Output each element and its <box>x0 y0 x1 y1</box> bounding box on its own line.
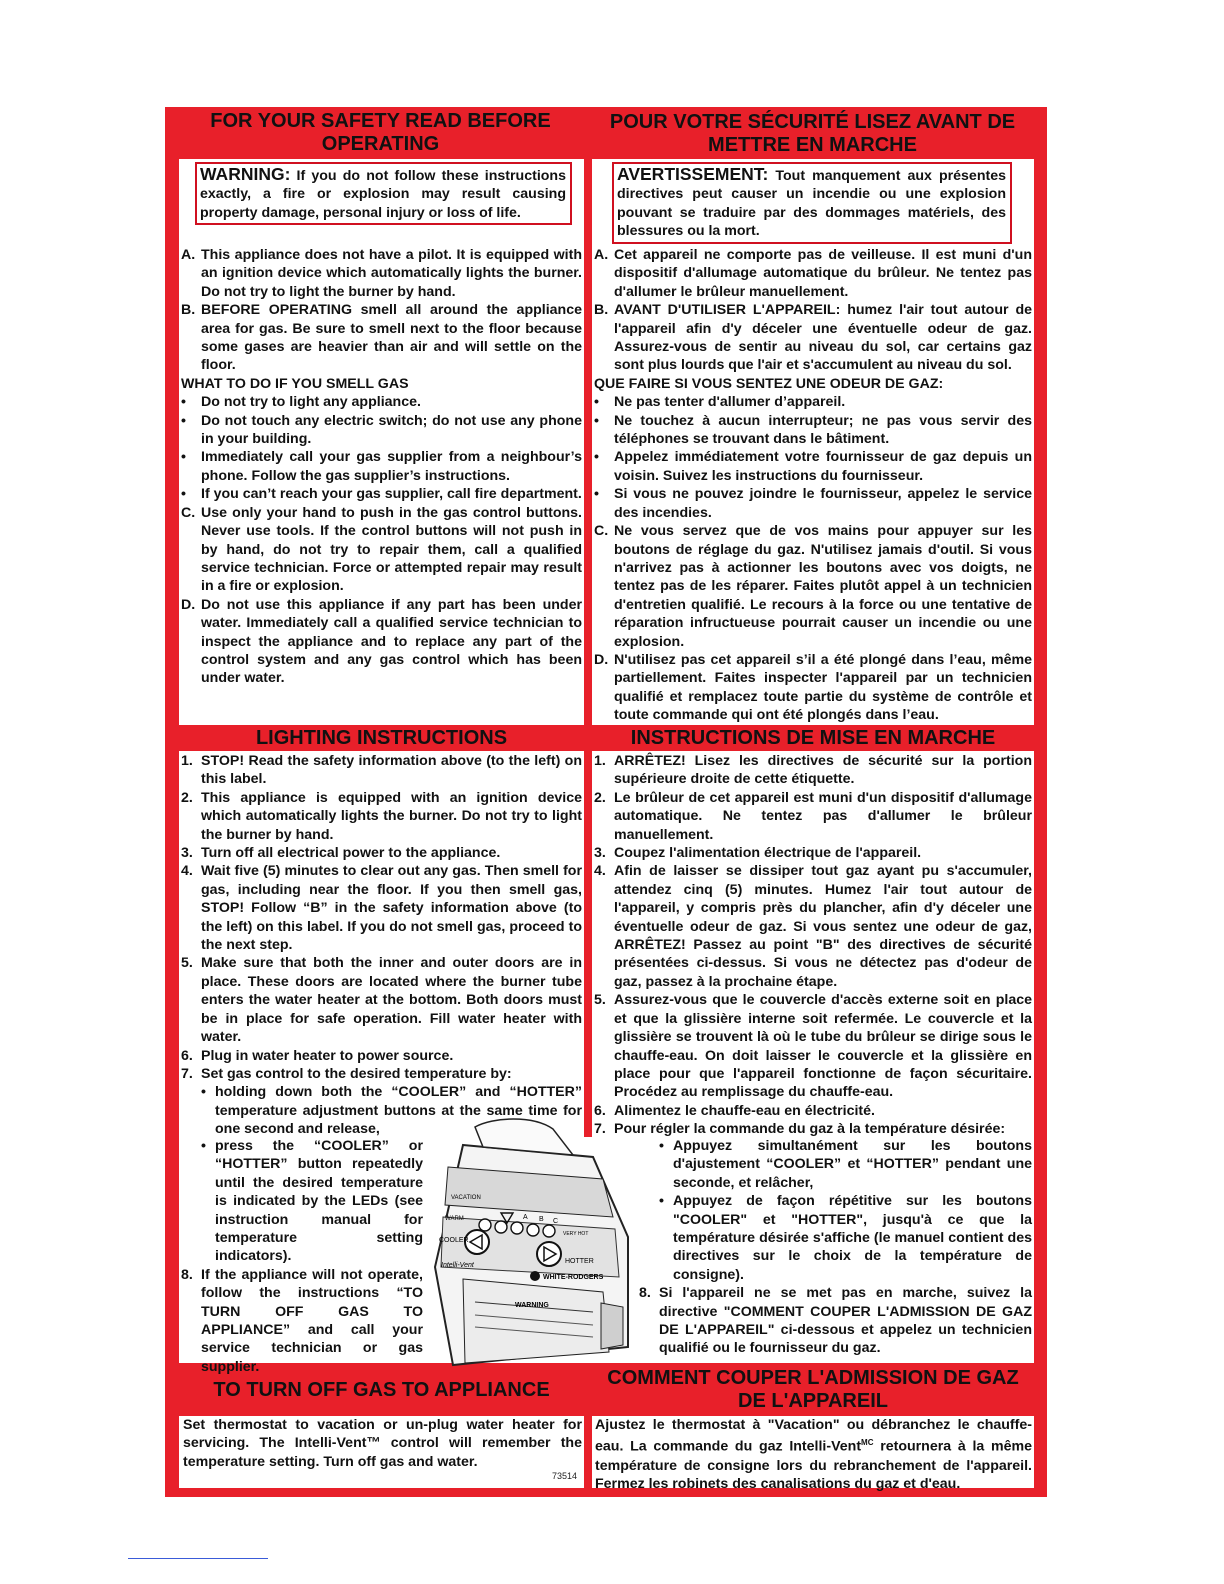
en-step-7b: • press the “COOLER” or “HOTTER” button repeatedly until the desired temperature is indicated by the LEDs (see instruction manual for temperature setting indicators). <box>201 1138 423 1265</box>
device-a-label: A <box>523 1214 528 1221</box>
fr-safety-b: B. AVANT D'UTILISER L'APPAREIL: humez l'air tout autour de l'appareil afin d'y déceler une éventuelle odeur de gaz. Assurez-vous de sentir au niveau du sol, car certains gaz sont plus lourds que l'air et s'accumulent au niveau du sol. <box>594 302 1032 374</box>
fr-safety-title: POUR VOTRE SÉCURITÉ LISEZ AVANT DE METTRE EN MARCHE <box>609 111 1016 156</box>
en-step-8: 8. If the appliance will not operate, follow the instructions “TO TURN OFF GAS TO APPLIANCE” and call your service technician or gas supplier. <box>181 1266 423 1375</box>
fr-warning-box <box>612 162 1012 244</box>
fr-turnoff-title: COMMENT COUPER L'ADMISSION DE GAZ DE L'APPAREIL <box>607 1367 1019 1412</box>
fr-lighting-title: INSTRUCTIONS DE MISE EN MARCHE <box>630 727 996 749</box>
en-bullet: • Do not touch any electric switch; do not use any phone in your building. <box>181 412 582 448</box>
fr-step-7b: • Appuyez de façon répétitive sur les boutons "COOLER" et "HOTTER", jusqu'à ce que la température désirée s'affiche (le manuel contient des directives sur le choix de la température de consigne). <box>659 1193 1032 1283</box>
fr-step-2: 2. Le brûleur de cet appareil est muni d'un dispositif d'allumage automatique. Ne tentez pas d'allumer le brûleur manuellement. <box>594 789 1032 843</box>
fr-what-to-do: QUE FAIRE SI VOUS SENTEZ UNE ODEUR DE GAZ: <box>594 375 944 392</box>
en-lighting-narrow <box>179 1137 423 1376</box>
fr-warning-text: Tout manquement aux présentes directives peut causer un incendie ou une explosion pouvant se traduire par des dommages matériels, des blessures ou la mort. <box>617 168 1006 240</box>
fr-step-7: 7. Pour régler la commande du gaz à la température désirée: <box>594 1121 1006 1138</box>
en-warning-lead: WARNING: <box>200 164 291 184</box>
device-very-hot-label: VERY HOT <box>563 1231 589 1237</box>
fr-bullet: • Ne touchez à aucun interrupteur; ne pas vous servir des téléphones se trouvant dans le bâtiment. <box>594 412 1032 448</box>
en-turnoff-body <box>181 1416 582 1471</box>
en-step-6: 6. Plug in water heater to power source. <box>181 1047 454 1064</box>
en-lighting-title: LIGHTING INSTRUCTIONS <box>255 727 508 749</box>
en-step-7: 7. Set gas control to the desired temperature by: <box>181 1065 512 1082</box>
en-warning-box <box>195 162 572 225</box>
en-step-5: 5. Make sure that both the inner and outer doors are in place. These doors are located where the burner tube enters the water heater at the bottom. Both doors must be in place for safe operation. Fill water heater with water. <box>181 955 582 1046</box>
fr-lighting-body <box>592 752 1032 1139</box>
fr-safety-body <box>592 246 1032 725</box>
en-safety-body <box>179 246 582 688</box>
device-vacation-label: VACATION <box>451 1195 481 1201</box>
en-step-7a: • holding down both the “COOLER” and “HOTTER” temperature adjustment buttons at the same time for one second and release, <box>201 1084 582 1138</box>
en-safety-b: B. BEFORE OPERATING smell all around the appliance area for gas. Be sure to smell next to the floor because some gases are heavier than air and will settle on the floor. <box>181 302 582 374</box>
device-brand-label: Intelli-Vent <box>441 1262 474 1269</box>
device-warning-label: WARNING <box>515 1302 549 1309</box>
fr-safety-d: D. N'utilisez pas cet appareil s’il a été plongé dans l’eau, même partiellement. Faites inspecter l'appareil par un technicien qualifié et remplacez toute partie du système de contrôle et toute commande qui ont été plongés dans l’eau. <box>594 651 1032 724</box>
en-bullet: • If you can’t reach your gas supplier, call fire department. <box>181 486 582 503</box>
en-safety-title: FOR YOUR SAFETY READ BEFORE OPERATING <box>210 110 551 155</box>
fr-step-6: 6. Alimentez le chauffe-eau en électricité. <box>594 1102 875 1119</box>
device-hotter-label: HOTTER <box>565 1258 594 1265</box>
en-warning-text: If you do not follow these instructions exactly, a fire or explosion may result causing property damage, personal injury or loss of life. <box>200 168 566 221</box>
fr-step-4: 4. Afin de laisser se dissiper tout gaz ayant pu s'accumuler, attendez cinq (5) minutes. Humez l'air tout autour de l'appareil, y compris près du plancher, afin d'y déceler une éventuelle odeur de gaz. Si vous sentez une odeur de gaz, ARRÊTEZ! Passez au point "B" des directives de sécurité présentées ci-dessus. Si vous ne détectez pas d'odeur de gaz, passez à la prochaine étape. <box>594 863 1032 990</box>
en-turnoff-text: Set thermostat to vacation or un-plug water heater for servicing. The Intelli-Vent™ control will remember the temperature setting. Turn off gas and water. <box>183 1417 582 1470</box>
fr-bullet: • Si vous ne pouvez joindre le fournisseur, appelez le service des incendies. <box>594 486 1032 521</box>
fr-bullet: • Ne pas tenter d'allumer d’appareil. <box>594 394 846 411</box>
device-b-label: B <box>539 1216 544 1223</box>
fr-bullet: • Appelez immédiatement votre fournisseur de gaz depuis un voisin. Suivez les instructions du fournisseur. <box>594 449 1032 484</box>
fr-safety-c: C. Ne vous servez que de vos mains pour appuyer sur les boutons de réglage du gaz. N'utilisez jamais d'outil. Si vous n'arrivez pas à actionner les boutons avec vos doigts, ne tentez pas de les réparer. Faites plutôt appel à un technicien d'entretien qualifié. Le recours à la force ou une tentative de réparation infructueuse pourrait causer un incendie ou une explosion. <box>594 523 1032 650</box>
fr-turnoff-body <box>593 1416 1032 1493</box>
en-step-3: 3. Turn off all electrical power to the appliance. <box>181 845 501 862</box>
en-step-2: 2. This appliance is equipped with an ignition device which automatically lights the burner. Do not try to light the burner by hand. <box>181 789 582 843</box>
control-device-illustration <box>423 1117 635 1367</box>
safety-label <box>165 107 1047 1497</box>
en-turnoff-title: TO TURN OFF GAS TO APPLIANCE <box>213 1379 550 1401</box>
fr-warning-lead: AVERTISSEMENT: <box>617 164 769 184</box>
en-step-1: 1. STOP! Read the safety information above (to the left) on this label. <box>181 753 582 788</box>
device-warm-label: WARM <box>445 1216 464 1222</box>
fr-turnoff-text: Ajustez le thermostat à "Vacation" ou débranchez le chauffe-eau. La commande du gaz Intelli-Vent$^{MC}$ retournera à la même température de consigne lors du rebranchement de l'appareil. Fermez les robinets des canalisations du gaz et d'eau. <box>595 1417 1032 1492</box>
en-safety-d: D. Do not use this appliance if any part has been under water. Immediately call a qualified service technician to inspect the appliance and to replace any part of the control system and any gas control which has been under water. <box>181 596 582 687</box>
en-safety-c: C. Use only your hand to push in the gas control buttons. Never use tools. If the control buttons will not push in by hand, do not try to repair them, call a qualified service technician. Force or attempted repair may result in a fire or explosion. <box>181 504 582 595</box>
fr-step-1: 1. ARRÊTEZ! Lisez les directives de sécurité sur la portion supérieure droite de cette étiquette. <box>594 753 1032 788</box>
en-step-4: 4. Wait five (5) minutes to clear out any gas. Then smell for gas, including near the floor. If you then smell gas, STOP! Follow “B” in the safety information above (to the left) on this label. If you do not smell gas, proceed to the next step. <box>181 863 582 954</box>
fr-step-3: 3. Coupez l'alimentation électrique de l'appareil. <box>594 845 922 862</box>
label-code: 73514 <box>552 1471 578 1481</box>
fr-step-7a: • Appuyez simultanément sur les boutons d'ajustement “COOLER” et “HOTTER” pendant une seconde, et relâcher, <box>659 1138 1032 1191</box>
device-cooler-label: COOLER <box>439 1237 469 1244</box>
en-what-to-do: WHAT TO DO IF YOU SMELL GAS <box>181 375 409 392</box>
page-underline <box>128 1558 268 1559</box>
en-bullet: • Immediately call your gas supplier from a neighbour’s phone. Follow the gas supplier’s instructions. <box>181 449 582 484</box>
device-c-label: C <box>553 1218 559 1225</box>
fr-step-5: 5. Assurez-vous que le couvercle d'accès externe soit en place et que la glissière interne soit refermée. Le couvercle et la glissière se trouvent là où le tube du brûleur se dirige sous le chauffe-eau. On doit laisser le couvercle et la glissière en place pour que l'appareil fonctionne de façon sécuritaire. Procédez au remplissage du chauffe-eau. <box>594 992 1032 1101</box>
en-lighting-body <box>179 752 582 1139</box>
en-safety-a: A. This appliance does not have a pilot. It is equipped with an ignition device which automatically lights the burner. Do not try to light the burner by hand. <box>181 247 582 300</box>
device-maker-label: WHITE-RODGERS <box>543 1274 604 1281</box>
en-bullet: • Do not try to light any appliance. <box>181 394 421 411</box>
fr-safety-a: A. Cet appareil ne comporte pas de veilleuse. Il est muni d'un dispositif d'allumage automatique du brûleur. Ne tentez pas d'allumer le brûleur manuellement. <box>594 247 1032 300</box>
fr-step-8: 8. Si l'appareil ne se met pas en marche, suivez la directive "COMMENT COUPER L'ADMISSION DE GAZ DE L'APPAREIL" ci-dessous et appelez un technicien qualifié ou le fournisseur du gaz. <box>639 1285 1032 1357</box>
fr-lighting-narrow <box>637 1137 1032 1358</box>
